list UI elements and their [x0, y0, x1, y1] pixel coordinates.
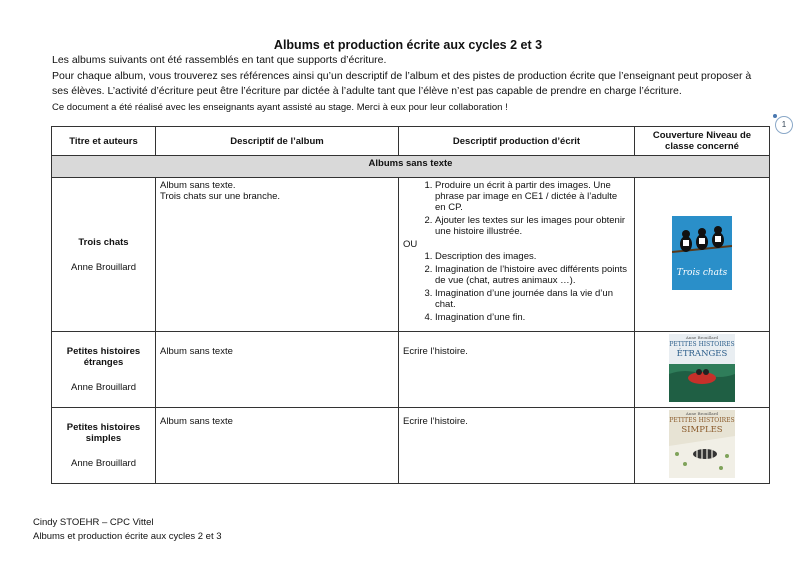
production-text: Ecrire l’histoire. — [403, 346, 468, 357]
section-row — [52, 156, 770, 178]
footer-author: Cindy STOEHR – CPC Vittel — [33, 517, 154, 528]
album-description-cell — [156, 408, 399, 484]
production-item: 3. Imagination d’une journée dans la vie d’un chat. — [435, 288, 630, 310]
table-row — [52, 178, 770, 332]
album-description-line: Album sans texte — [160, 416, 233, 427]
production-description-cell — [399, 332, 635, 408]
cover-image-trois-chats — [672, 216, 732, 290]
cover-cell — [635, 178, 770, 332]
table-row — [52, 332, 770, 408]
header-album-description: Descriptif de l’album — [156, 127, 399, 156]
production-text: Ecrire l’histoire. — [403, 416, 468, 427]
cover-title-line1: PETITES HISTOIRES — [669, 417, 735, 424]
intro-line-2: Pour chaque album, vous trouverez ses références ainsi qu’un descriptif de l’album et des pistes de production écrite que l’enseignant peut proposer à — [52, 69, 752, 82]
cover-author: Anne Brouillard — [685, 411, 719, 416]
book-title — [56, 422, 151, 444]
book-title-line: Petites histoires — [66, 346, 141, 357]
book-title-line: simples — [85, 433, 122, 444]
production-description-cell — [399, 178, 635, 332]
comment-anchor-dot — [773, 114, 777, 118]
production-item: 1. Produire un écrit à partir des images. Une phrase par image en CE1 / dictée à l’adulte en CP. — [435, 180, 630, 213]
book-author: Anne Brouillard — [71, 261, 136, 273]
cover-title-line1: PETITES HISTOIRES — [669, 341, 735, 348]
comment-marker[interactable]: 1 — [775, 116, 793, 134]
title-cell — [52, 332, 156, 408]
table-row — [52, 408, 770, 484]
production-description-cell — [399, 408, 635, 484]
album-description-cell — [156, 332, 399, 408]
book-title-line: Petites histoires — [66, 422, 141, 433]
album-description-cell — [156, 178, 399, 332]
cover-cell — [635, 408, 770, 484]
intro-line-3: ses élèves. L’activité d’écriture peut être l’écriture par dictée à l’adulte tant que l’élève n’est pas capable de prendre en charge l’écriture. — [52, 85, 682, 97]
cover-image-simples — [669, 410, 735, 478]
book-title: Trois chats — [78, 236, 129, 248]
table-header-row — [52, 127, 770, 156]
production-list — [403, 180, 630, 237]
book-title-line: étranges — [83, 357, 124, 368]
album-description-line: Album sans texte. — [160, 180, 236, 191]
cover-image-etranges — [669, 334, 735, 402]
intro-line-4: Ce document a été réalisé avec les enseignants ayant assisté au stage. Merci à eux pour leur collaboration ! — [52, 101, 508, 113]
header-production-description: Descriptif production d’écrit — [399, 127, 635, 156]
footer-document-title: Albums et production écrite aux cycles 2 et 3 — [33, 531, 222, 542]
album-description-line: Trois chats sur une branche. — [160, 191, 281, 202]
header-title-authors: Titre et auteurs — [52, 127, 156, 156]
production-or: OU — [403, 239, 418, 250]
cover-cell — [635, 332, 770, 408]
book-author: Anne Brouillard — [71, 458, 136, 469]
albums-table — [51, 126, 770, 484]
production-item: 2. Imagination de l’histoire avec différents points de vue (chat, autres animaux …). — [435, 264, 630, 286]
three-cats-illustration — [672, 216, 732, 290]
cover-title-line2: SIMPLES — [681, 425, 723, 435]
header-cover-level: Couverture Niveau de classe concerné — [635, 127, 770, 156]
intro-line-1: Les albums suivants ont été rassemblés en tant que supports d’écriture. — [52, 54, 387, 66]
title-cell — [52, 408, 156, 484]
page-footer — [33, 516, 222, 544]
production-item: 4. Imagination d’une fin. — [435, 312, 630, 323]
production-item: 1. Description des images. — [435, 251, 630, 262]
title-cell — [52, 178, 156, 332]
cover-author: Anne Brouillard — [685, 335, 719, 340]
album-description-line: Album sans texte — [160, 346, 233, 357]
book-title — [56, 346, 151, 368]
cover-title: Trois chats — [676, 268, 728, 278]
production-item: 2. Ajouter les textes sur les images pour obtenir une histoire illustrée. — [435, 215, 630, 237]
cover-title-line2: ÉTRANGES — [676, 349, 728, 359]
intro-paragraph — [52, 53, 772, 115]
section-label: Albums sans texte — [52, 156, 770, 178]
production-list-alt — [403, 251, 630, 323]
document-title: Albums et production écrite aux cycles 2 et 3 — [273, 38, 543, 52]
book-author: Anne Brouillard — [71, 382, 136, 393]
